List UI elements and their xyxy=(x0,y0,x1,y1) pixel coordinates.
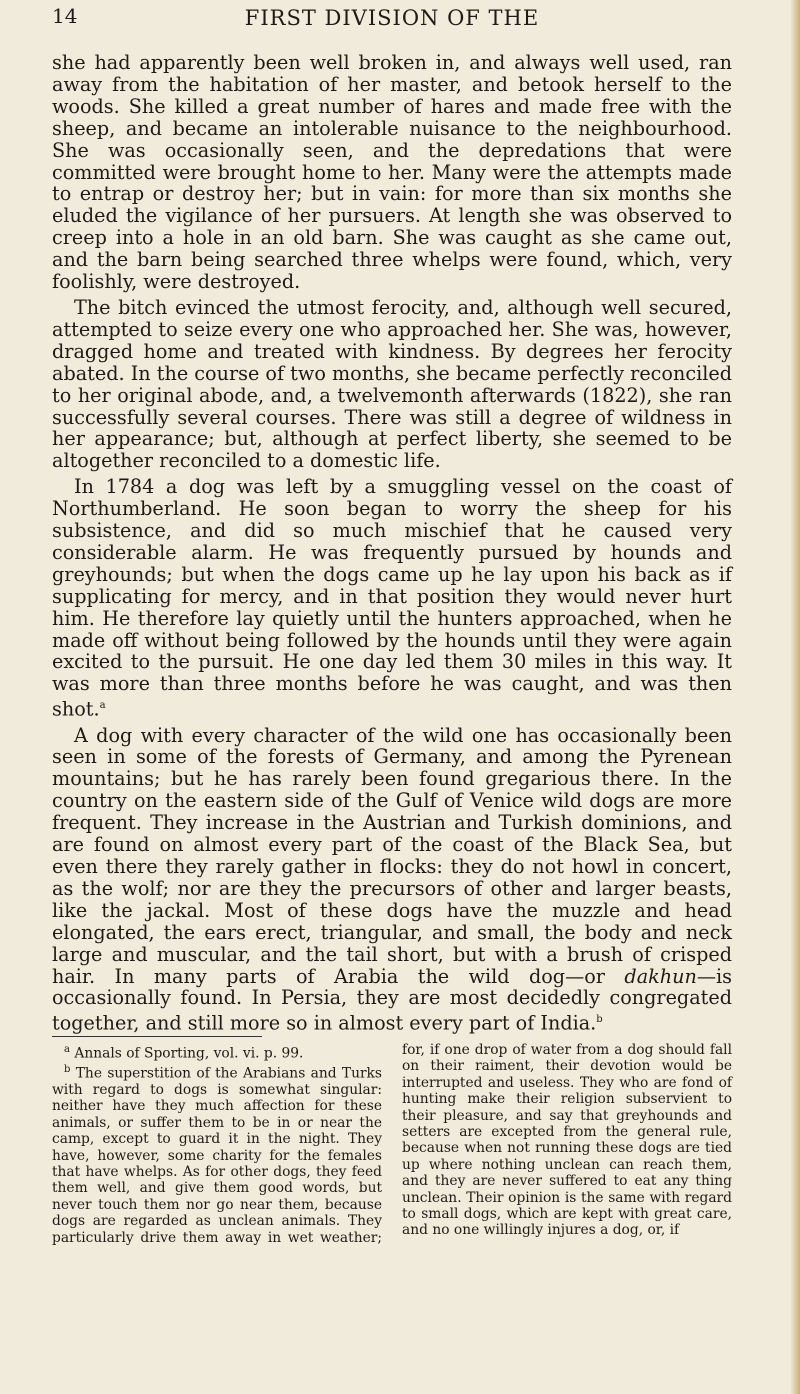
footnote-ref-b: b xyxy=(596,1014,603,1026)
italic-term: dakhun xyxy=(624,964,697,988)
footnotes xyxy=(52,1042,732,1246)
paragraph-4 xyxy=(52,725,732,1035)
footnote-mark-b: b xyxy=(64,1064,71,1075)
paragraph-4-text: A dog with every character of the wild one has occasionally been seen in some of the forests of Germany, and among the Pyrenean mountains; but he has rarely been found gregarious there. In the country on the eastern side of the Gulf of Venice wild dogs are more frequent. They increase in the Austrian and Turkish dominions, and are found on almost every part of the coast of the Black Sea, but even there they rarely gather in flocks: they do not howl in concert, as the wolf; nor are they the precursors of other and larger beasts, like the jackal. Most of these dogs have the muzzle and head elongated, the ears erect, triangular, and small, the body and neck large and muscular, and the tail short, but with a brush of crisped hair. In many parts of Arabia the wild dog—or xyxy=(52,723,732,988)
footnote-rule xyxy=(52,1036,262,1037)
page-edge xyxy=(790,0,800,1394)
footnote-b-text: The superstition of the Arabians and Turks with regard to dogs is somewhat singular: neither have they much affection for these animals, or suffer them to be in or near the camp, except to guard it in the night. They have, however, some charity for the females that have whelps. As for other dogs, they feed them well, and give them good words, but never touch them nor go near them, because dogs are regarded as unclean animals. They particularly drive them away in wet weather; for, if one drop of water from a dog should fall on their raiment, their devotion would be interrupted and useless. They who are fond of hunting make their religion subservient to their pleasure, and say that greyhounds and setters are excepted from the general rule, because when not running these dogs are tied up where nothing unclean can reach them, and they are never suffered to eat any thing unclean. Their opinion is the same with regard to small dogs, which are kept with great care, and no one willingly injures a dog, or, if xyxy=(52,1042,732,1246)
footnote-a-text: Annals of Sporting, vol. vi. p. 99. xyxy=(74,1045,304,1062)
paragraph-4-after: —is occasionally found. In Persia, they are most decidedly congregated together, and still more so in almost every part of India. xyxy=(52,964,732,1035)
page-number: 14 xyxy=(52,4,78,28)
body-text xyxy=(52,52,732,1039)
footnote-ref-a: a xyxy=(99,700,106,712)
page-header xyxy=(52,4,732,44)
paragraph-3-text: In 1784 a dog was left by a smuggling vessel on the coast of Northumberland. He soon began to worry the sheep for his subsistence, and did so much mischief that he caused very considerable alarm. He was frequently pursued by hounds and greyhounds; but when the dogs came up he lay upon his back as if supplicating for mercy, and in that position they would never hurt him. He therefore lay quietly until the hunters approached, when he made off without being followed by the hounds until they were again excited to the pursuit. He one day led them 30 miles in this way. It was more than three months before he was caught, and was then shot. xyxy=(52,475,732,721)
paragraph-3 xyxy=(52,476,732,720)
paragraph-2: The bitch evinced the utmost ferocity, and, although well secured, attempted to seize every one who approached her. She was, however, dragged home and treated with kindness. By degrees her ferocity abated. In the course of two months, she became perfectly reconciled to her original abode, and, a twelvemonth afterwards (1822), she ran successfully several courses. There was still a degree of wildness in her appearance; but, although at perfect liberty, she seemed to be altogether reconciled to a domestic life. xyxy=(52,295,732,473)
paragraph-1: she had apparently been well broken in, and always well used, ran away from the habitation of her master, and betook herself to the woods. She killed a great number of hares and made free with the sheep, and became an intolerable nuisance to the neighbourhood. She was occasionally seen, and the depredations that were committed were brought home to her. Many were the attempts made to entrap or destroy her; but in vain: for more than six months she eluded the vigilance of her pursuers. At length she was observed to creep into a hole in an old barn. She was caught as she came out, and the barn being searched three whelps were found, which, very foolishly, were destroyed. xyxy=(52,51,732,294)
footnote-b xyxy=(52,1042,732,1246)
footnote-a xyxy=(52,1042,382,1062)
footnote-mark-a: a xyxy=(64,1044,70,1055)
running-title: FIRST DIVISION OF THE xyxy=(244,6,540,30)
